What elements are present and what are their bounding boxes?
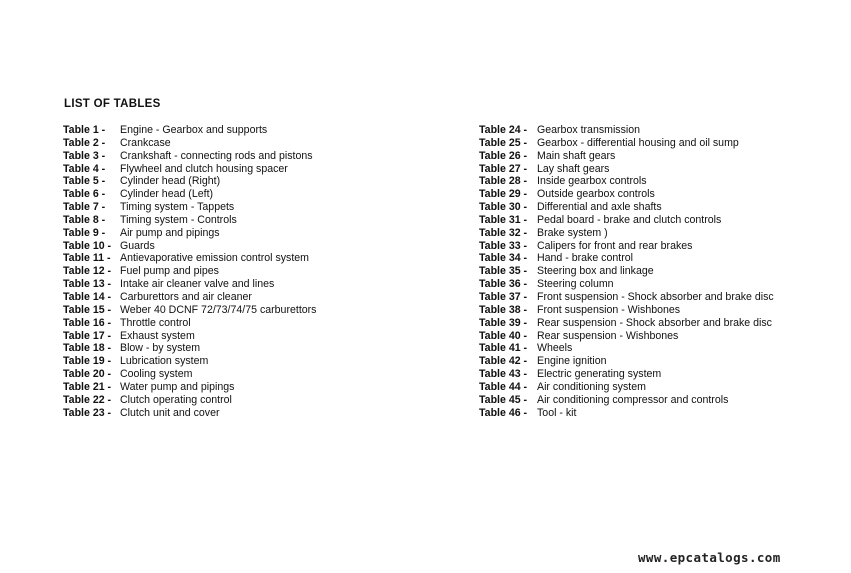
list-item	[479, 317, 774, 330]
table-number-label: Table 42 -	[479, 355, 528, 368]
table-number-label: Table 34 -	[479, 252, 528, 265]
table-title: Wheels	[537, 342, 573, 355]
table-title: Outside gearbox controls	[537, 188, 655, 201]
table-title: Differential and axle shafts	[537, 201, 662, 214]
table-title: Electric generating system	[537, 368, 662, 381]
table-title: Tool - kit	[537, 406, 577, 419]
table-title: Front suspension - Wishbones	[537, 303, 681, 316]
table-number-label: Table 15 -	[63, 303, 112, 316]
table-title: Carburettors and air cleaner	[120, 290, 252, 303]
table-number-label: Table 45 -	[479, 393, 528, 406]
list-item	[63, 330, 316, 343]
list-item	[479, 240, 774, 253]
table-number-label: Table 20 -	[63, 368, 112, 381]
table-number-label: Table 46 -	[479, 406, 528, 419]
list-item	[479, 214, 774, 227]
table-number-label: Table 39 -	[479, 316, 528, 329]
list-item	[479, 175, 774, 188]
list-item	[63, 175, 316, 188]
list-item	[479, 330, 774, 343]
list-item	[63, 317, 316, 330]
table-number-label: Table 24 -	[479, 124, 528, 136]
table-number-label: Table 30 -	[479, 201, 528, 214]
table-number-label: Table 16 -	[63, 316, 112, 329]
table-number-label: Table 14 -	[63, 290, 112, 303]
list-item	[63, 407, 316, 420]
list-item	[63, 291, 316, 304]
list-item	[479, 163, 774, 176]
table-number-label: Table 33 -	[479, 239, 528, 252]
page-title: LIST OF TABLES	[64, 98, 161, 110]
table-title: Flywheel and clutch housing spacer	[120, 162, 288, 175]
table-number-label: Table 5 -	[63, 175, 106, 188]
list-item	[479, 407, 774, 420]
table-title: Engine ignition	[537, 355, 607, 368]
table-title: Lay shaft gears	[537, 162, 610, 175]
table-number-label: Table 21 -	[63, 380, 112, 393]
table-number-label: Table 28 -	[479, 175, 528, 188]
table-number-label: Table 31 -	[479, 213, 528, 226]
list-item	[479, 304, 774, 317]
table-title: Blow - by system	[120, 342, 201, 355]
table-number-label: Table 35 -	[479, 265, 528, 278]
table-title: Timing system - Controls	[120, 213, 237, 226]
table-number-label: Table 25 -	[479, 136, 528, 149]
table-title: Rear suspension - Wishbones	[537, 329, 679, 342]
list-item	[63, 150, 316, 163]
list-item	[63, 163, 316, 176]
table-title: Timing system - Tappets	[120, 201, 235, 214]
table-list-right-column	[479, 124, 774, 419]
list-item	[479, 342, 774, 355]
list-item	[479, 227, 774, 240]
table-number-label: Table 2 -	[63, 136, 106, 149]
table-title: Inside gearbox controls	[537, 175, 647, 188]
list-item	[479, 291, 774, 304]
table-title: Clutch operating control	[120, 393, 232, 406]
table-title: Steering box and linkage	[537, 265, 654, 278]
table-title: Crankcase	[120, 136, 171, 149]
table-number-label: Table 41 -	[479, 342, 528, 355]
list-item	[479, 150, 774, 163]
table-title: Air pump and pipings	[120, 226, 220, 239]
list-item	[479, 265, 774, 278]
table-title: Front suspension - Shock absorber and brake disc	[537, 290, 774, 303]
table-number-label: Table 40 -	[479, 329, 528, 342]
list-item	[479, 124, 774, 137]
table-number-label: Table 9 -	[63, 226, 106, 239]
table-number-label: Table 12 -	[63, 265, 112, 278]
table-title: Calipers for front and rear brakes	[537, 239, 693, 252]
list-item	[479, 394, 774, 407]
table-number-label: Table 6 -	[63, 188, 106, 201]
list-item	[479, 188, 774, 201]
table-number-label: Table 27 -	[479, 162, 528, 175]
table-number-label: Table 17 -	[63, 329, 112, 342]
list-item	[63, 304, 316, 317]
list-item	[479, 137, 774, 150]
list-item	[479, 201, 774, 214]
list-item	[479, 368, 774, 381]
table-title: Air conditioning compressor and controls	[537, 393, 729, 406]
table-title: Water pump and pipings	[120, 380, 235, 393]
list-item	[63, 368, 316, 381]
list-item	[63, 394, 316, 407]
table-title: Cylinder head (Right)	[120, 175, 221, 188]
table-title: Lubrication system	[120, 355, 209, 368]
list-item	[479, 278, 774, 291]
table-number-label: Table 8 -	[63, 213, 106, 226]
table-title: Main shaft gears	[537, 149, 616, 162]
list-item	[63, 227, 316, 240]
list-item	[63, 137, 316, 150]
table-title: Brake system )	[537, 226, 608, 239]
table-title: Engine - Gearbox and supports	[120, 124, 268, 136]
list-item	[63, 278, 316, 291]
table-title: Cooling system	[120, 368, 193, 381]
list-item	[63, 381, 316, 394]
list-item	[63, 265, 316, 278]
table-title: Guards	[120, 239, 155, 252]
table-title: Pedal board - brake and clutch controls	[537, 213, 722, 226]
table-title: Antievaporative emission control system	[120, 252, 310, 265]
table-title: Intake air cleaner valve and lines	[120, 278, 275, 291]
table-number-label: Table 37 -	[479, 290, 528, 303]
table-number-label: Table 22 -	[63, 393, 112, 406]
table-number-label: Table 32 -	[479, 226, 528, 239]
table-number-label: Table 13 -	[63, 278, 112, 291]
list-item	[63, 240, 316, 253]
table-title: Cylinder head (Left)	[120, 188, 214, 201]
list-item	[479, 355, 774, 368]
table-number-label: Table 38 -	[479, 303, 528, 316]
table-title: Rear suspension - Shock absorber and brake disc	[537, 316, 772, 329]
table-number-label: Table 4 -	[63, 162, 106, 175]
table-title: Clutch unit and cover	[120, 406, 220, 419]
table-title: Gearbox - differential housing and oil sump	[537, 136, 739, 149]
list-item	[63, 201, 316, 214]
list-item	[63, 124, 316, 137]
table-number-label: Table 23 -	[63, 406, 112, 419]
list-item	[63, 188, 316, 201]
table-title: Air conditioning system	[537, 380, 646, 393]
table-title: Throttle control	[120, 316, 191, 329]
table-number-label: Table 1 -	[63, 124, 106, 136]
table-number-label: Table 10 -	[63, 239, 112, 252]
table-title: Gearbox transmission	[537, 124, 641, 136]
table-title: Steering column	[537, 278, 614, 291]
table-title: Crankshaft - connecting rods and pistons	[120, 149, 313, 162]
table-title: Weber 40 DCNF 72/73/74/75 carburettors	[120, 303, 317, 316]
list-item	[479, 381, 774, 394]
table-number-label: Table 3 -	[63, 149, 106, 162]
list-item	[479, 252, 774, 265]
table-title: Exhaust system	[120, 329, 195, 342]
table-number-label: Table 43 -	[479, 368, 528, 381]
table-number-label: Table 11 -	[63, 252, 111, 265]
table-title: Hand - brake control	[537, 252, 633, 265]
list-item	[63, 355, 316, 368]
table-title: Fuel pump and pipes	[120, 265, 219, 278]
table-list-left-column	[63, 124, 316, 419]
list-item	[63, 214, 316, 227]
table-number-label: Table 26 -	[479, 149, 528, 162]
table-number-label: Table 36 -	[479, 278, 528, 291]
list-item	[63, 342, 316, 355]
table-number-label: Table 29 -	[479, 188, 528, 201]
table-number-label: Table 44 -	[479, 380, 528, 393]
list-item	[63, 252, 316, 265]
table-number-label: Table 18 -	[63, 342, 112, 355]
watermark-url: www.epcatalogs.com	[638, 550, 781, 565]
table-number-label: Table 7 -	[63, 201, 106, 214]
table-number-label: Table 19 -	[63, 355, 112, 368]
